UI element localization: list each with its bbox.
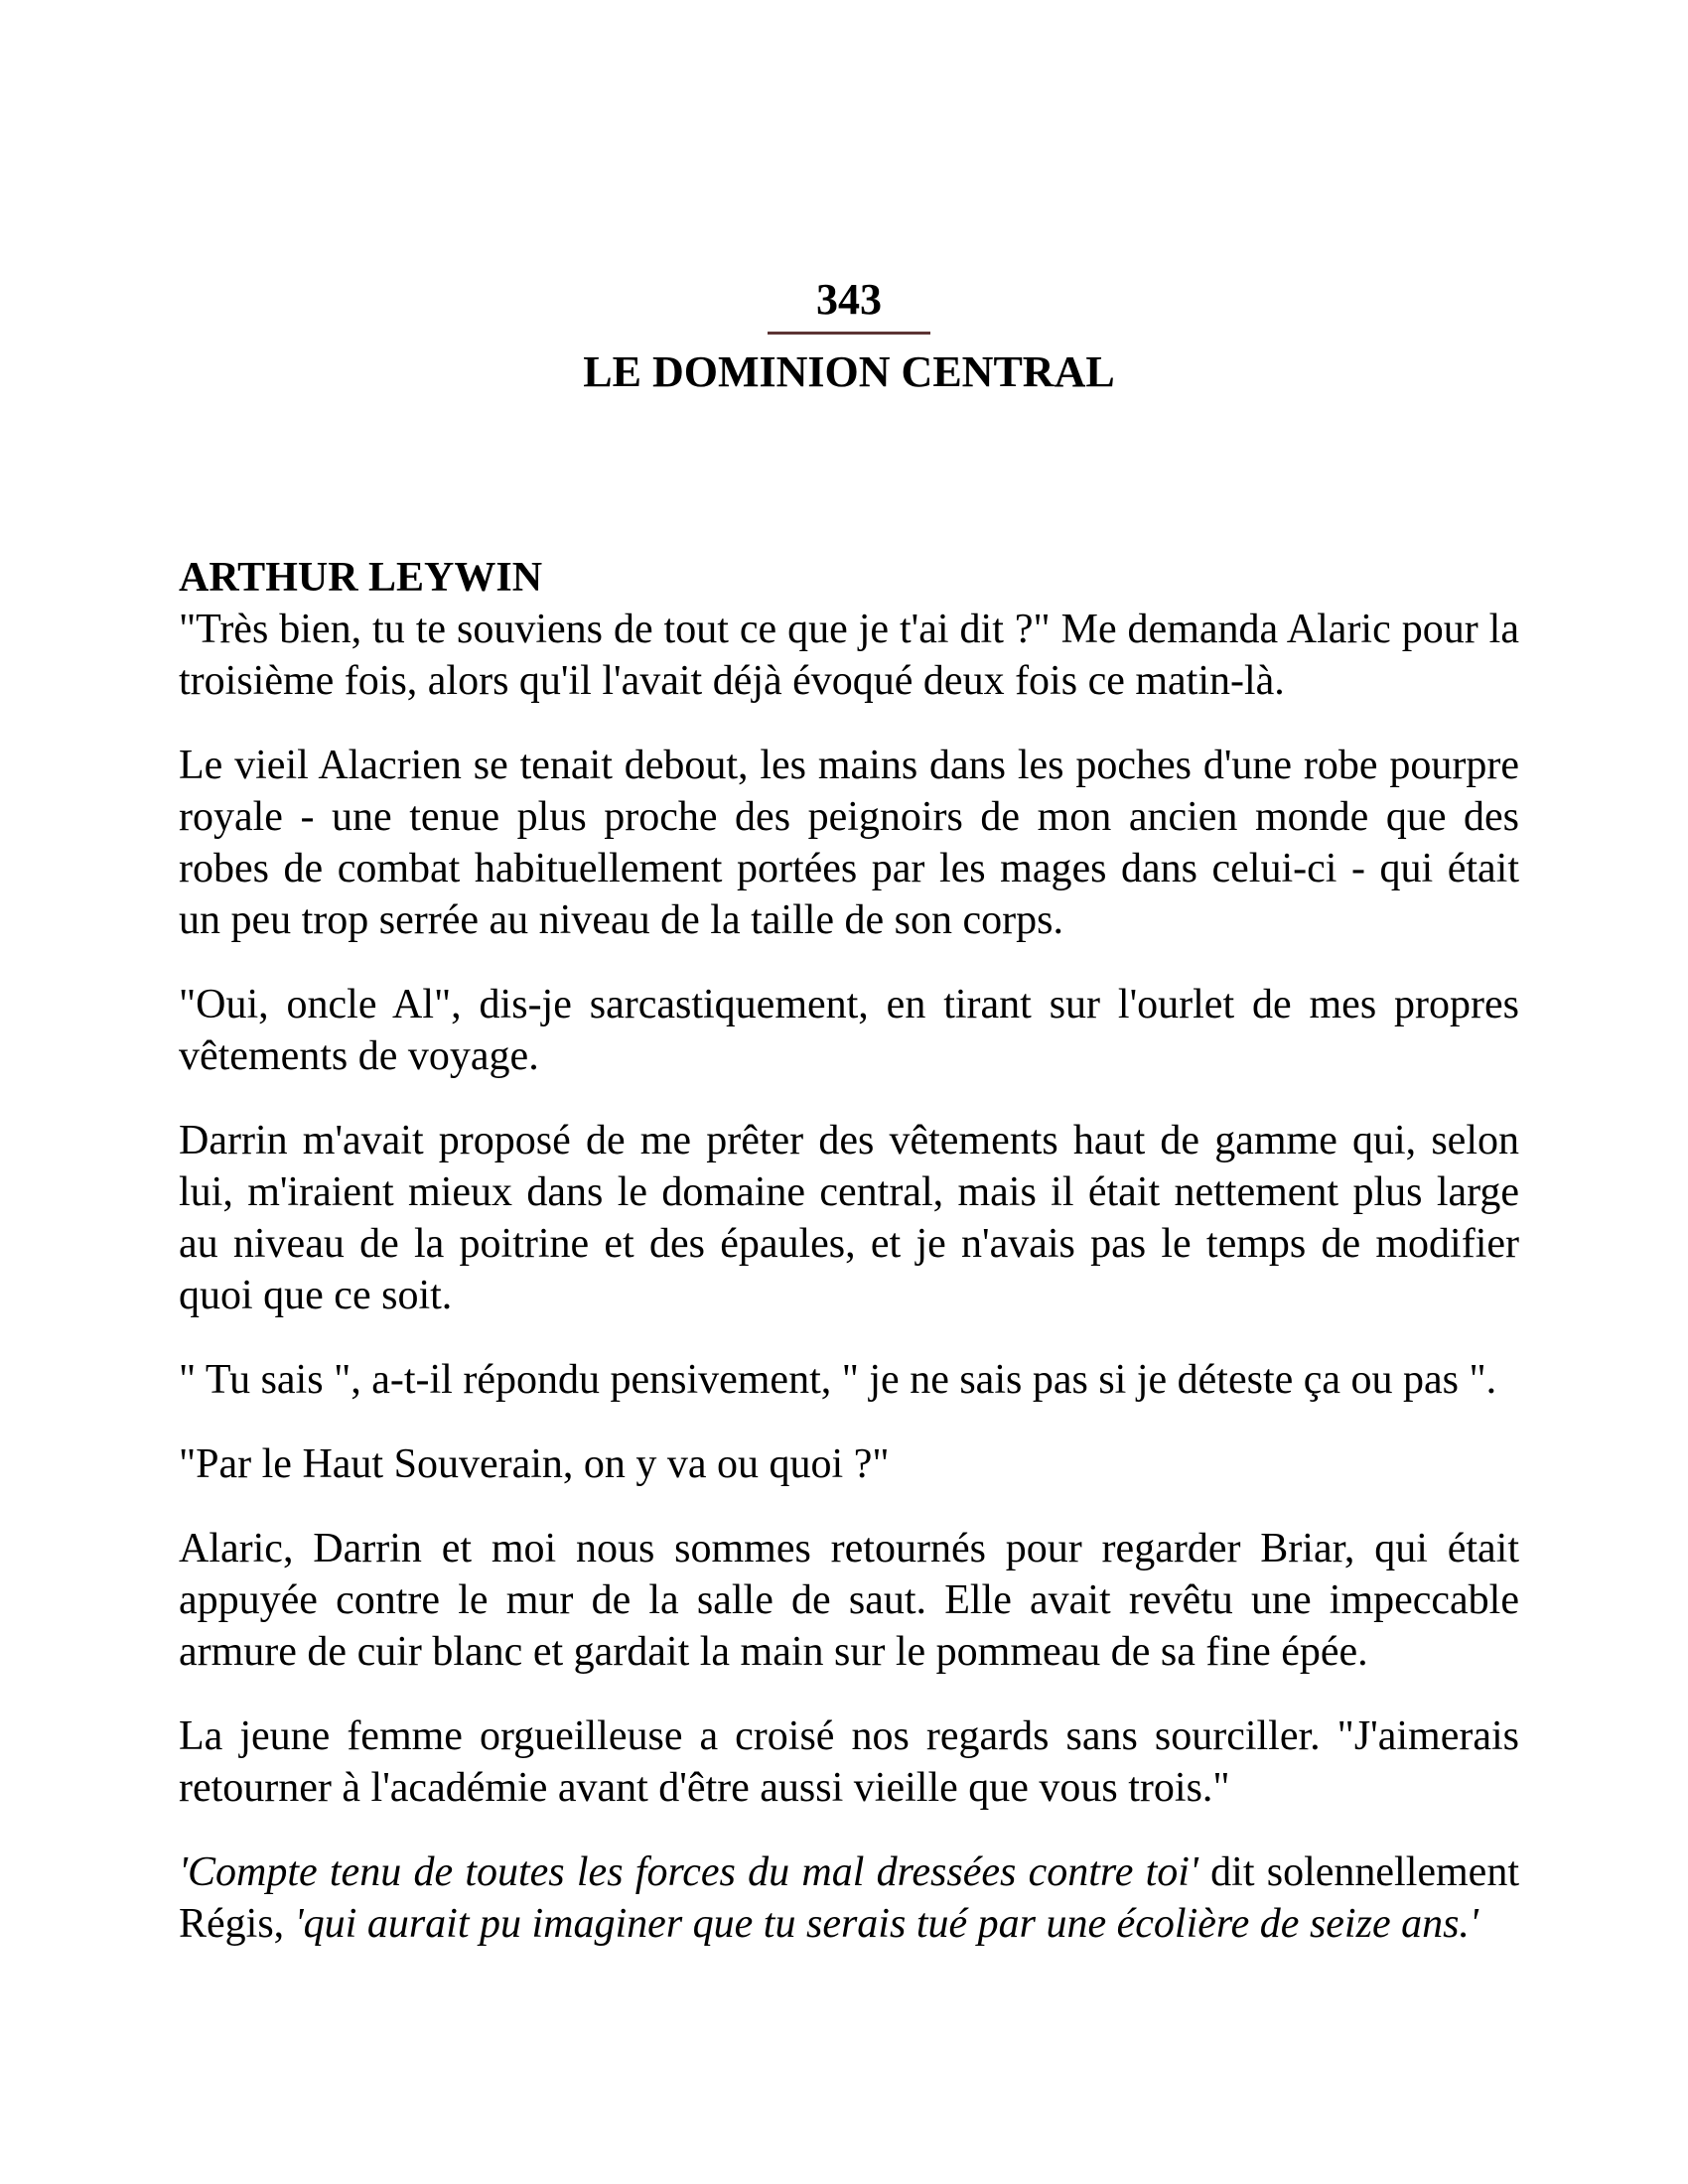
paragraph-1: "Très bien, tu te souviens de tout ce que je t'ai dit ?" Me demanda Alaric pour la troisième fois, alors qu'il l'avait déjà évoqué deux fois ce matin-là. — [179, 606, 1519, 704]
paragraph-4: Darrin m'avait proposé de me prêter des vêtements haut de gamme qui, selon lui, m'iraient mieux dans le domaine central, mais il était nettement plus large au niveau de la poitrine et des épaules, et je n'avais pas le temps de modifier quoi que ce soit. — [179, 1117, 1519, 1318]
paragraph-9-regis-quote-2: 'qui aurait pu imaginer que tu serais tué par une écolière de seize ans.' — [294, 1900, 1478, 1947]
paragraph-3: "Oui, oncle Al", dis-je sarcastiquement, en tirant sur l'ourlet de mes propres vêtements de voyage. — [179, 981, 1519, 1079]
paragraph-2: Le vieil Alacrien se tenait debout, les mains dans les poches d'une robe pourpre royale - une tenue plus proche des peignoirs de mon ancien monde que des robes de combat habituellement portées par les mages dans celui-ci - qui était un peu trop serrée au niveau de la taille de son corps. — [179, 742, 1519, 943]
paragraph-9 — [179, 1846, 1519, 1950]
paragraph-6: "Par le Haut Souverain, on y va ou quoi ?" — [179, 1440, 890, 1487]
paragraph-8: La jeune femme orgueilleuse a croisé nos regards sans sourciller. "J'aimerais retourner à l'académie avant d'être aussi vieille que vous trois." — [179, 1712, 1519, 1811]
pov-heading: ARTHUR LEYWIN — [179, 554, 543, 601]
paragraph-5: " Tu sais ", a-t-il répondu pensivement, " je ne sais pas si je déteste ça ou pas ". — [179, 1356, 1497, 1403]
paragraph-9-narration: dit solennellement Régis, — [179, 1848, 1519, 1947]
chapter-number: 343 — [816, 275, 882, 324]
paragraph-9-regis-quote-1: 'Compte tenu de toutes les forces du mal dressées contre toi' — [179, 1848, 1198, 1895]
chapter-number-underline — [768, 332, 930, 335]
chapter-title: LE DOMINION CENTRAL — [583, 347, 1115, 397]
paragraph-7: Alaric, Darrin et moi nous sommes retournés pour regarder Briar, qui était appuyée contre le mur de la salle de saut. Elle avait revêtu une impeccable armure de cuir blanc et gardait la main sur le pommeau de sa fine épée. — [179, 1525, 1519, 1675]
